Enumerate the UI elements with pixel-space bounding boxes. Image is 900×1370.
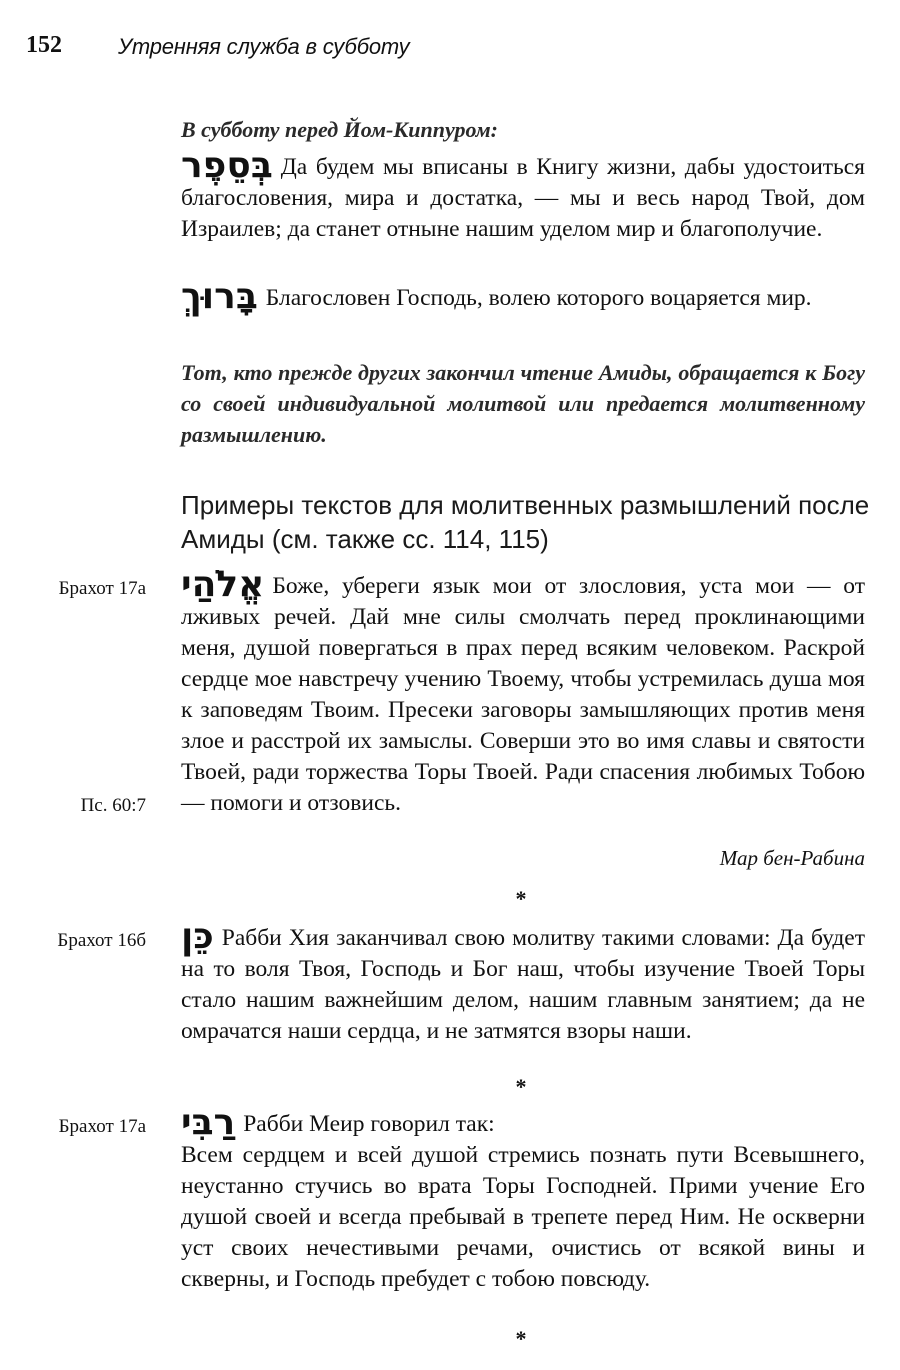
paragraph-baruch bbox=[181, 276, 865, 317]
section-heading: Примеры текстов для молитвенных размышлений после Амиды (см. также сс. 114, 115) bbox=[181, 490, 870, 554]
separator-asterisk: * bbox=[515, 1074, 527, 1099]
margin-reference: Брахот 17а bbox=[58, 578, 146, 599]
prayer-intro: Рабби Меир говорил так: bbox=[243, 1111, 495, 1137]
attribution: Мар бен-Рабина bbox=[719, 846, 865, 870]
prayer-text: Рабби Хия заканчивал свою молитву такими словами: Да будет на то воля Твоя, Господь и Бог наш, чтобы изучение Твоей Торы стало нашим важнейшим делом, нашим главным занятием; да не омрачатся наши сердца, и не затмятся взоры наши. bbox=[181, 925, 865, 1044]
hebrew-incipit: בְּסֵפֶר bbox=[181, 145, 273, 186]
paragraph-bsefer bbox=[181, 145, 865, 245]
paragraph-text: Да будем мы вписаны в Книгу жизни, дабы удостоиться благословения, мира и достатка, — мы и весь народ Твой, дом Израилев; да станет отныне нашим уделом мир и благополучие. bbox=[181, 154, 865, 242]
separator-asterisk: * bbox=[515, 886, 527, 911]
rubric-yom-kippur: В субботу перед Йом-Киппуром: bbox=[181, 117, 499, 142]
rubric-instruction: Тот, кто прежде других закончил чтение Амиды, обращается к Богу со своей индивидуальной молитвой или предается молитвенному размышлению. bbox=[181, 360, 865, 447]
margin-reference: Брахот 16б bbox=[57, 930, 146, 951]
paragraph-text: Благословен Господь, волею которого воцаряется мир. bbox=[265, 285, 812, 311]
margin-reference: Брахот 17а bbox=[58, 1116, 146, 1137]
hebrew-incipit: בָּרוּךְ bbox=[181, 276, 258, 317]
hebrew-incipit: כֵּן bbox=[181, 916, 214, 957]
prayer-text: Всем сердцем и всей душой стремись познать пути Всевышнего, неустанно стучись во врата Торы Господней. Прими учение Его душой своей и всегда пребывай в трепете перед Ним. Не оскверни уст своих нечестивыми речами, очистись от всякой вины и скверны, и Господь пребудет с тобою повсюду. bbox=[181, 1142, 865, 1292]
running-title: Утренняя служба в субботу bbox=[118, 34, 410, 59]
hebrew-incipit: אֱלֹהַי bbox=[181, 564, 265, 605]
prayer-ken bbox=[181, 916, 865, 1047]
prayer-text: Боже, убереги язык мои от злословия, уста мои — от лживых речей. Дай мне силы смолчать перед проклинающими меня, душой повергаться в прах перед всяким человеком. Раскрой сердце мое навстречу учению Твоему, чтобы устремилась душа моя к заповедям Твоим. Пресеки заговоры замышляющих против меня злое и расстрой их замыслы. Соверши это во имя славы и святости Твоей, ради торжества Торы Твоей. Ради спасения любимых Тобою — помоги и отзовись. bbox=[181, 573, 865, 816]
prayer-elohai bbox=[181, 564, 865, 819]
hebrew-incipit: רַבִּי bbox=[181, 1102, 236, 1143]
prayer-rabbi bbox=[181, 1102, 865, 1295]
margin-reference: Пс. 60:7 bbox=[80, 795, 146, 816]
separator-asterisk: * bbox=[515, 1326, 527, 1351]
page-number: 152 bbox=[26, 32, 62, 58]
